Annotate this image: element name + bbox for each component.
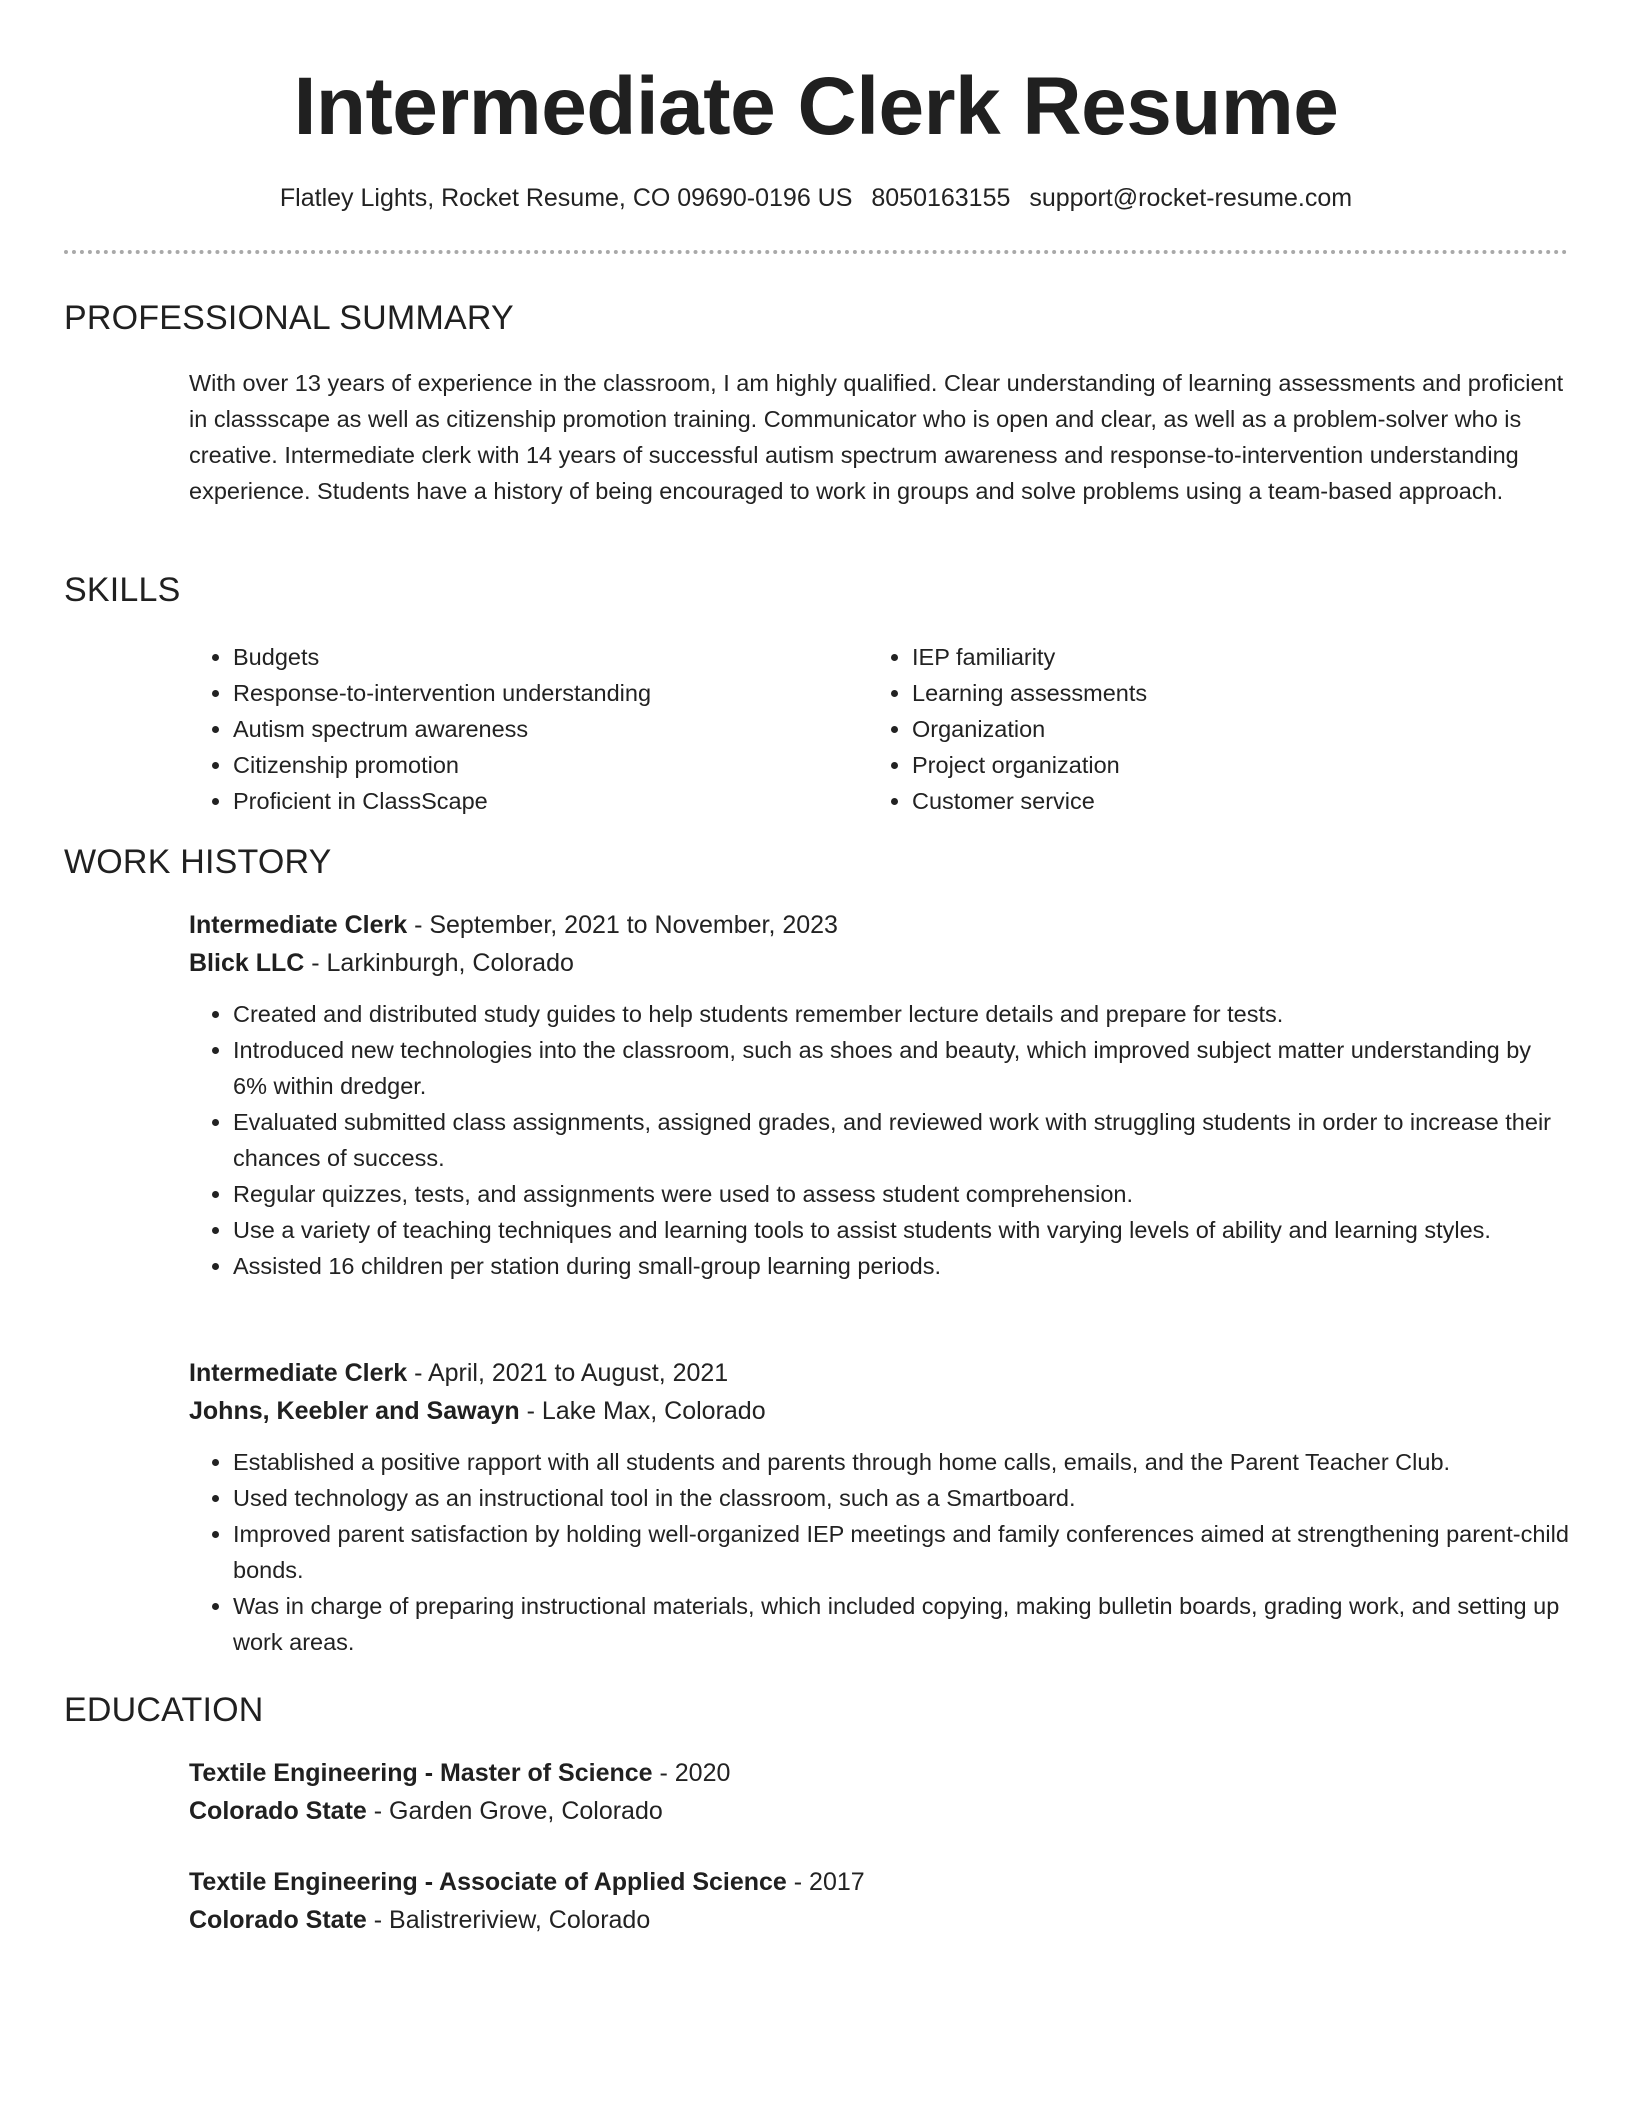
school: Colorado State	[189, 1797, 367, 1825]
education-entry	[189, 1863, 1569, 1939]
skills-column-right	[868, 639, 1468, 819]
resume-title: Intermediate Clerk Resume	[293, 61, 1339, 152]
job-duty: • Established a positive rapport with all students and parents through home calls, emails, and the Parent Teacher Club.	[233, 1444, 1569, 1480]
job-duty: • Introduced new technologies into the classroom, such as shoes and beauty, which improved subject matter understanding by 6% within dredger.	[233, 1032, 1569, 1104]
school-line	[189, 1901, 1569, 1939]
skill-item: • Response-to-intervention understanding	[233, 675, 789, 711]
job-dates: - April, 2021 to August, 2021	[407, 1359, 729, 1387]
skill-item: • Budgets	[233, 639, 789, 675]
job-duty: • Was in charge of preparing instructional materials, which included copying, making bulletin boards, grading work, and setting up work areas.	[233, 1588, 1569, 1660]
job-title: Intermediate Clerk	[189, 1359, 408, 1387]
job-title-line	[189, 906, 1569, 944]
education-entry	[189, 1754, 1569, 1830]
skills-list-left	[189, 639, 789, 819]
job-duty: • Assisted 16 children per station during small-group learning periods.	[233, 1248, 1569, 1284]
header-divider	[64, 250, 1568, 254]
job-duty: • Improved parent satisfaction by holding well-organized IEP meetings and family conferences aimed at strengthening parent-child bonds.	[233, 1516, 1569, 1588]
job-duties-list	[189, 1444, 1569, 1660]
degree: Textile Engineering - Master of Science	[189, 1759, 653, 1787]
skill-item: • IEP familiarity	[912, 639, 1468, 675]
skill-item: • Proficient in ClassScape	[233, 783, 789, 819]
job-duties-list	[189, 996, 1569, 1284]
skills-heading: SKILLS	[64, 571, 181, 609]
job-company: Johns, Keebler and Sawayn	[189, 1397, 520, 1425]
school-location: - Balistreriview, Colorado	[366, 1906, 651, 1934]
skills-list-right	[868, 639, 1468, 819]
contact-email: support@rocket-resume.com	[1029, 184, 1353, 212]
education-heading: EDUCATION	[64, 1691, 264, 1729]
job-company-line	[189, 944, 1569, 982]
job-entry	[189, 1354, 1569, 1660]
job-location: - Lake Max, Colorado	[519, 1397, 766, 1425]
job-location: - Larkinburgh, Colorado	[304, 949, 574, 977]
job-company: Blick LLC	[189, 949, 305, 977]
school-line	[189, 1792, 1569, 1830]
contact-line	[0, 178, 1632, 218]
job-duty: • Used technology as an instructional tool in the classroom, such as a Smartboard.	[233, 1480, 1569, 1516]
skill-item: • Citizenship promotion	[233, 747, 789, 783]
skill-item: • Learning assessments	[912, 675, 1468, 711]
summary-text: With over 13 years of experience in the classroom, I am highly qualified. Clear understanding of learning assessments and proficient in classscape as well as citizenship promotion training. Communicator who is open and clear, as well as a problem-solver who is creative. Intermediate clerk with 14 years of successful autism spectrum awareness and response-to-intervention understanding experience. Students have a history of being encouraged to work in groups and solve problems using a team-based approach.	[189, 370, 1564, 504]
skills-column-left	[189, 639, 789, 819]
contact-phone: 8050163155	[871, 184, 1011, 212]
degree-year: - 2017	[786, 1868, 865, 1896]
summary-heading: PROFESSIONAL SUMMARY	[64, 299, 514, 337]
degree: Textile Engineering - Associate of Applied Science	[189, 1868, 787, 1896]
work-history-heading: WORK HISTORY	[64, 843, 332, 881]
skill-item: • Autism spectrum awareness	[233, 711, 789, 747]
job-company-line	[189, 1392, 1569, 1430]
skill-item: • Customer service	[912, 783, 1468, 819]
degree-line	[189, 1754, 1569, 1792]
skill-item: • Organization	[912, 711, 1468, 747]
school-location: - Garden Grove, Colorado	[366, 1797, 663, 1825]
job-duty: • Regular quizzes, tests, and assignments were used to assess student comprehension.	[233, 1176, 1569, 1212]
job-dates: - September, 2021 to November, 2023	[407, 911, 838, 939]
degree-year: - 2020	[652, 1759, 731, 1787]
skill-item: • Project organization	[912, 747, 1468, 783]
job-duty: • Use a variety of teaching techniques and learning tools to assist students with varying levels of ability and learning styles.	[233, 1212, 1569, 1248]
contact-address: Flatley Lights, Rocket Resume, CO 09690-0196 US	[279, 184, 853, 212]
job-duty: • Evaluated submitted class assignments, assigned grades, and reviewed work with struggling students in order to increase their chances of success.	[233, 1104, 1569, 1176]
job-title-line	[189, 1354, 1569, 1392]
job-entry	[189, 906, 1569, 1284]
job-title: Intermediate Clerk	[189, 911, 408, 939]
degree-line	[189, 1863, 1569, 1901]
job-duty: • Created and distributed study guides to help students remember lecture details and prepare for tests.	[233, 996, 1569, 1032]
school: Colorado State	[189, 1906, 367, 1934]
